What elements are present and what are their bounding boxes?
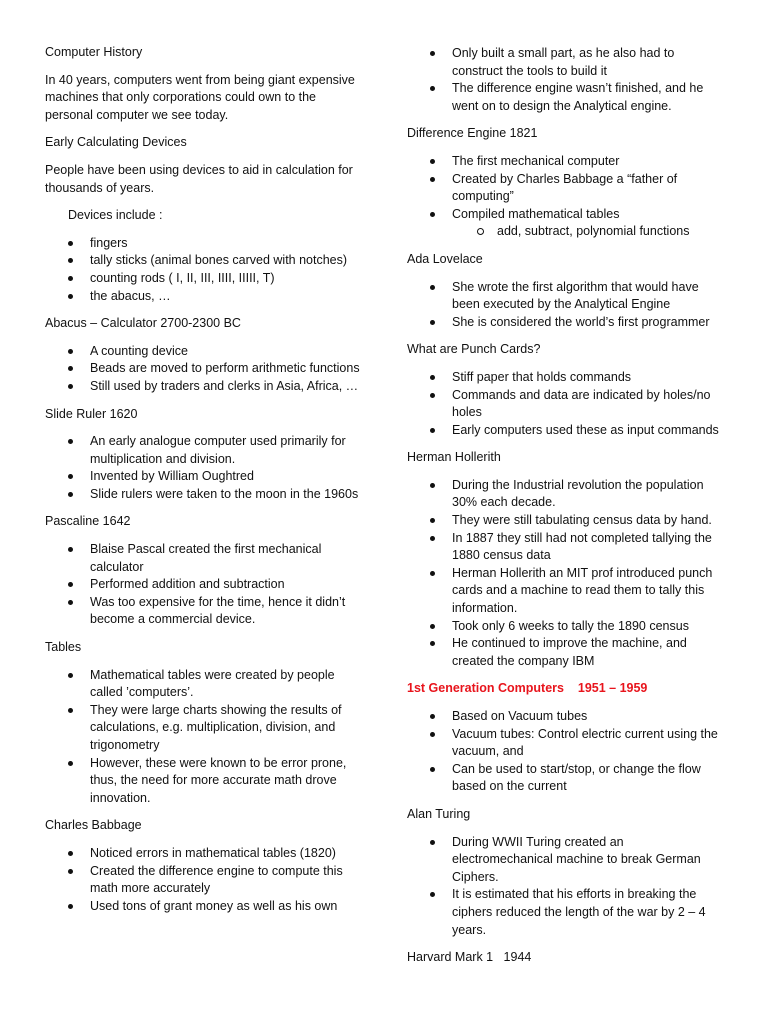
bullet-icon <box>68 258 73 263</box>
bullet-icon <box>430 892 435 897</box>
list-item <box>407 726 727 761</box>
herman-hollerith-list <box>407 477 727 671</box>
list-item <box>45 898 365 916</box>
bullet-icon <box>68 474 73 479</box>
list-item <box>45 468 365 486</box>
list-item-text: Compiled mathematical tables <box>452 206 620 221</box>
tables-list <box>45 667 365 808</box>
bullet-icon <box>68 349 73 354</box>
punch-cards-heading: What are Punch Cards? <box>407 342 541 357</box>
list-item-text: Stiff paper that holds commands <box>452 369 632 384</box>
first-generation-list <box>407 708 727 796</box>
bullet-icon <box>430 714 435 719</box>
bullet-icon <box>430 375 435 380</box>
list-item-text: However, these were known to be error prone, thus, the need for more accurate math drove innovation. <box>90 755 347 805</box>
list-item-text: He continued to improve the machine, and created the company IBM <box>452 636 687 668</box>
list-item-text: fingers <box>90 235 128 250</box>
list-item <box>407 369 727 387</box>
list-item-text: She is considered the world’s first programmer <box>452 314 710 329</box>
bullet-icon <box>68 241 73 246</box>
bullet-icon <box>68 384 73 389</box>
list-item-text: Only built a small part, as he also had to construct the tools to build it <box>452 46 675 78</box>
bullet-icon <box>430 536 435 541</box>
bullet-icon <box>68 761 73 766</box>
sub-list-item-text: add, subtract, polynomial functions <box>497 224 690 239</box>
list-item-text: They were large charts showing the results of calculations, e.g. multiplication, division, and trigonometry <box>90 702 342 752</box>
list-item-text: Took only 6 weeks to tally the 1890 census <box>452 618 689 633</box>
list-item-text: Invented by William Oughtred <box>90 469 254 484</box>
list-item <box>407 45 727 80</box>
list-item-text: They were still tabulating census data by hand. <box>452 513 712 528</box>
list-item <box>45 755 365 808</box>
list-item-text: Vacuum tubes: Control electric current using the vacuum, and <box>452 726 718 759</box>
bullet-icon <box>68 492 73 497</box>
list-item-text: The first mechanical computer <box>452 153 620 168</box>
list-item-text: Early computers used these as input commands <box>452 422 719 437</box>
list-item-text: Was too expensive for the time, hence it didn’t become a commercial device. <box>90 594 346 627</box>
sub-list <box>407 223 727 241</box>
first-generation-heading: 1st Generation Computers 1951 – 1959 <box>407 681 648 696</box>
hollow-bullet-icon <box>477 228 484 235</box>
list-item-text: Created the difference engine to compute this math more accurately <box>90 863 343 896</box>
intro-paragraph: In 40 years, computers went from being giant expensive machines that only corporations could own to the personal computer we see today. <box>45 72 355 122</box>
left-column <box>45 44 365 925</box>
list-item <box>407 279 727 314</box>
list-item <box>407 512 727 530</box>
list-item-text: The difference engine wasn’t finished, and he went on to design the Analytical engine. <box>452 81 704 113</box>
bullet-icon <box>430 159 435 164</box>
alan-turing-heading: Alan Turing <box>407 806 471 821</box>
list-item <box>407 80 727 115</box>
devices-include-label: Devices include : <box>68 208 163 223</box>
list-item-text: Performed addition and subtraction <box>90 577 285 592</box>
slide-ruler-heading: Slide Ruler 1620 <box>45 406 138 421</box>
bullet-icon <box>430 320 435 325</box>
bullet-icon <box>68 547 73 552</box>
list-item <box>407 761 727 796</box>
right-column <box>407 45 727 977</box>
list-item-text: During WWII Turing created an electromechanical machine to break German Ciphers. <box>452 834 701 884</box>
list-item-text: Beads are moved to perform arithmetic functions <box>90 361 360 376</box>
bullet-icon <box>68 276 73 281</box>
list-item <box>407 834 727 887</box>
babbage-continued-list <box>407 45 727 115</box>
difference-engine-heading: Difference Engine 1821 <box>407 126 538 141</box>
bullet-icon <box>430 571 435 576</box>
list-item-text: Herman Hollerith an MIT prof introduced punch cards and a machine to read them to tally this information. <box>452 565 713 616</box>
list-item <box>45 288 365 306</box>
bullet-icon <box>430 285 435 290</box>
ada-lovelace-list <box>407 279 727 332</box>
list-item-text: Blaise Pascal created the first mechanical calculator <box>90 542 322 574</box>
list-item <box>407 171 727 206</box>
tables-heading: Tables <box>45 640 82 655</box>
list-item <box>45 845 365 863</box>
list-item-text: counting rods ( I, II, III, IIII, IIIII, T) <box>90 270 275 285</box>
bullet-icon <box>430 518 435 523</box>
list-item-text: It is estimated that his efforts in breaking the ciphers reduced the length of the war by 2 – 4 years. <box>452 887 706 937</box>
slide-ruler-list <box>45 433 365 503</box>
list-item <box>45 378 365 396</box>
bullet-icon <box>430 177 435 182</box>
list-item-text: She wrote the first algorithm that would have been executed by the Analytical Engine <box>452 279 699 312</box>
list-item-text: tally sticks (animal bones carved with notches) <box>90 253 348 268</box>
bullet-icon <box>430 51 435 56</box>
early-devices-heading: Early Calculating Devices <box>45 135 187 150</box>
charles-babbage-heading: Charles Babbage <box>45 818 142 833</box>
list-item <box>45 343 365 361</box>
abacus-list <box>45 343 365 396</box>
list-item <box>45 702 365 755</box>
list-item <box>45 433 365 468</box>
pascaline-list <box>45 541 365 629</box>
list-item <box>407 635 727 670</box>
list-item-text: During the Industrial revolution the population 30% each decade. <box>452 477 704 510</box>
bullet-icon <box>430 483 435 488</box>
list-item <box>407 618 727 636</box>
list-item <box>45 667 365 702</box>
bullet-icon <box>430 624 435 629</box>
list-item-text: Still used by traders and clerks in Asia, Africa, … <box>90 378 359 393</box>
list-item <box>407 477 727 512</box>
bullet-icon <box>430 840 435 845</box>
list-item <box>407 708 727 726</box>
early-devices-paragraph: People have been using devices to aid in calculation for thousands of years. <box>45 162 353 195</box>
list-item <box>407 530 727 565</box>
list-item-text: In 1887 they still had not completed tallying the 1880 census data <box>452 530 712 563</box>
list-item <box>45 360 365 378</box>
devices-list <box>45 235 365 305</box>
list-item <box>407 314 727 332</box>
bullet-icon <box>68 366 73 371</box>
list-item <box>45 486 365 504</box>
bullet-icon <box>68 582 73 587</box>
charles-babbage-list <box>45 845 365 915</box>
list-item <box>45 576 365 594</box>
bullet-icon <box>68 708 73 713</box>
bullet-icon <box>430 212 435 217</box>
harvard-mark-1-heading: Harvard Mark 1 1944 <box>407 950 532 965</box>
list-item-text: An early analogue computer used primarily for multiplication and division. <box>90 434 346 466</box>
list-item-text: Used tons of grant money as well as his own <box>90 898 338 913</box>
bullet-icon <box>68 904 73 909</box>
list-item <box>45 863 365 898</box>
bullet-icon <box>68 851 73 856</box>
bullet-icon <box>430 86 435 91</box>
bullet-icon <box>68 673 73 678</box>
list-item-text: Commands and data are indicated by holes/no holes <box>452 387 711 420</box>
bullet-icon <box>430 428 435 433</box>
list-item-text: Noticed errors in mathematical tables (1820) <box>90 845 336 860</box>
bullet-icon <box>430 732 435 737</box>
list-item-text: Can be used to start/stop, or change the flow based on the current <box>452 761 701 794</box>
list-item-text: Slide rulers were taken to the moon in the 1960s <box>90 486 359 501</box>
difference-engine-list <box>407 153 727 241</box>
sub-list-item <box>407 223 727 241</box>
list-item <box>45 235 365 253</box>
bullet-icon <box>68 869 73 874</box>
ada-lovelace-heading: Ada Lovelace <box>407 251 483 266</box>
list-item <box>45 270 365 288</box>
list-item-text: Mathematical tables were created by people called ’computers’. <box>90 667 335 700</box>
pascaline-heading: Pascaline 1642 <box>45 514 131 529</box>
punch-cards-list <box>407 369 727 439</box>
alan-turing-list <box>407 834 727 940</box>
list-item <box>407 565 727 618</box>
list-item <box>407 886 727 939</box>
list-item <box>45 252 365 270</box>
list-item-text: the abacus, … <box>90 288 171 303</box>
herman-hollerith-heading: Herman Hollerith <box>407 450 501 465</box>
bullet-icon <box>68 600 73 605</box>
bullet-icon <box>68 439 73 444</box>
list-item <box>407 206 727 224</box>
list-item-text: Based on Vacuum tubes <box>452 709 588 723</box>
list-item <box>407 387 727 422</box>
list-item <box>407 422 727 440</box>
list-item <box>45 594 365 629</box>
list-item-text: Created by Charles Babbage a “father of computing” <box>452 171 678 204</box>
bullet-icon <box>68 294 73 299</box>
list-item <box>407 153 727 171</box>
bullet-icon <box>430 641 435 646</box>
bullet-icon <box>430 393 435 398</box>
abacus-heading: Abacus – Calculator 2700-2300 BC <box>45 316 241 331</box>
bullet-icon <box>430 767 435 772</box>
doc-title: Computer History <box>45 45 143 59</box>
list-item-text: A counting device <box>90 343 188 358</box>
list-item <box>45 541 365 576</box>
